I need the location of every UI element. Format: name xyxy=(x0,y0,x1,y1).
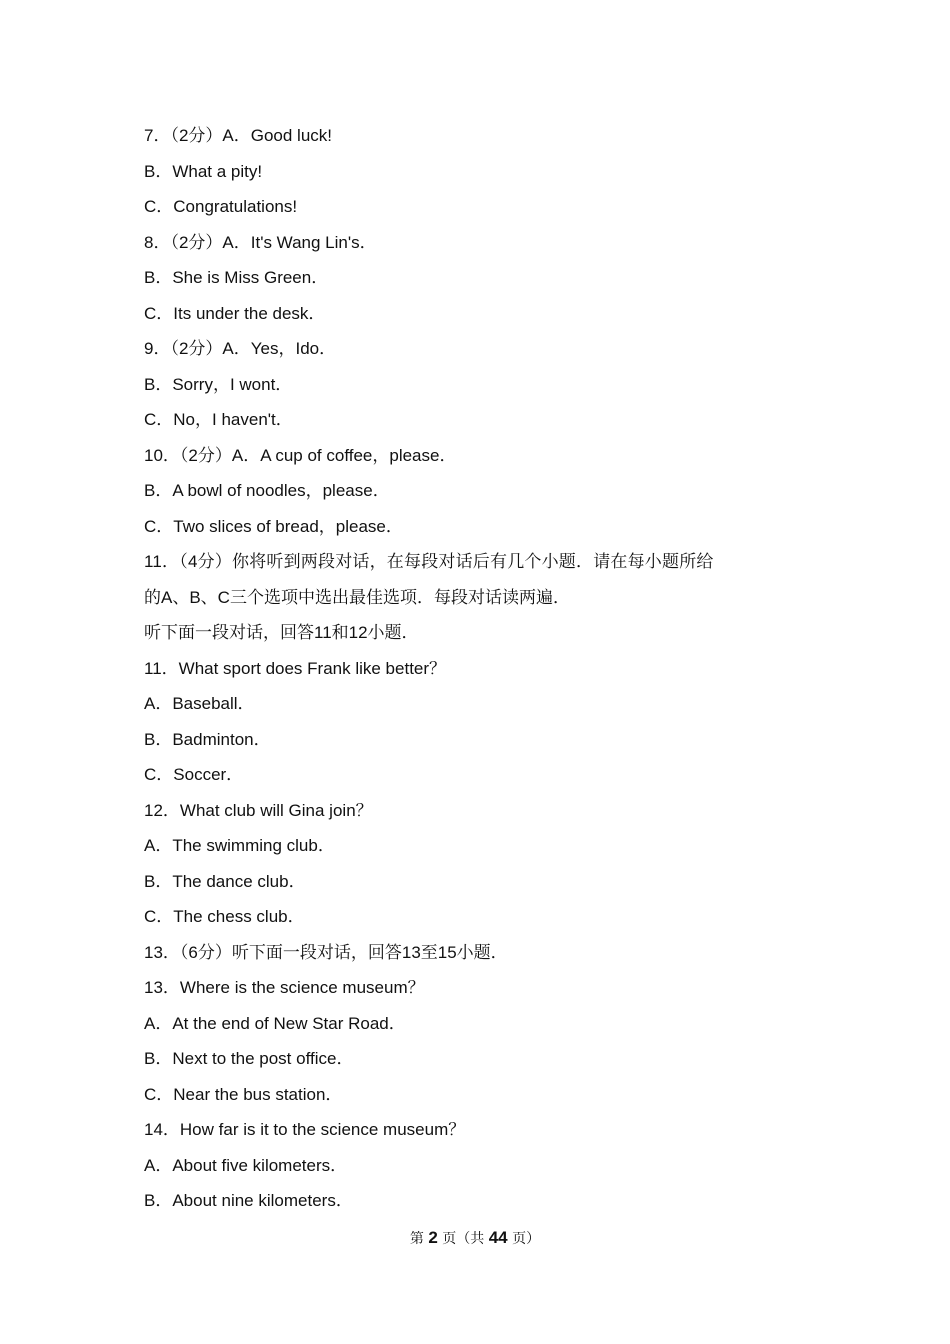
question-14-stem: 14．How far is it to the science museum？ xyxy=(144,1120,466,1139)
question-9-header: 9．（2分）A．Yes，Ido． xyxy=(144,339,337,358)
page-content xyxy=(144,118,824,1219)
question-11-option-a: A．Baseball． xyxy=(144,694,255,713)
question-12-stem: 12．What club will Gina join？ xyxy=(144,800,373,820)
dialogue-1-instruction: 听下面一段对话，回答11和12小题． xyxy=(144,623,419,642)
question-8-option-b: B．She is Miss Green． xyxy=(144,268,329,287)
footer-page-number: 2 xyxy=(428,1228,438,1247)
question-11-option-b: B．Badminton． xyxy=(144,729,271,749)
question-13-option-a: A．At the end of New Star Road． xyxy=(144,1013,406,1033)
question-11-option-c: C．Soccer． xyxy=(144,765,244,784)
question-12-option-a: A．The swimming club． xyxy=(144,836,335,855)
footer-suffix: 页） xyxy=(512,1231,541,1247)
section-instructions-line-2: 的A、B、C三个选项中选出最佳选项．每段对话读两遍． xyxy=(144,587,570,607)
footer-total-pages: 44 xyxy=(488,1228,508,1247)
question-7-option-c: C．Congratulations! xyxy=(144,197,298,216)
question-10-option-b: B．A bowl of noodles，please． xyxy=(144,481,390,500)
question-9-option-b: B．Sorry，I wont． xyxy=(144,374,293,394)
question-9-option-c: C．No，I haven't． xyxy=(144,410,293,429)
footer-middle: 页（共 xyxy=(442,1231,485,1247)
question-12-option-c: C．The chess club． xyxy=(144,907,305,926)
question-8-header: 8．（2分）A．It's Wang Lin's． xyxy=(144,232,377,252)
question-10-header: 10．（2分）A．A cup of coffee，please． xyxy=(144,445,457,465)
footer-prefix: 第 xyxy=(409,1231,424,1247)
question-12-option-b: B．The dance club． xyxy=(144,871,306,891)
question-13-header: 13．（6分）听下面一段对话，回答13至15小题． xyxy=(144,942,508,962)
question-14-option-b: B．About nine kilometers． xyxy=(144,1191,353,1210)
question-13-option-c: C．Near the bus station． xyxy=(144,1084,343,1104)
question-11-stem: 11．What sport does Frank like better？ xyxy=(144,658,447,678)
question-7-header: 7．（2分）A．Good luck! xyxy=(144,126,333,145)
question-10-option-c: C．Two slices of bread，please． xyxy=(144,516,403,536)
question-13-stem: 13．Where is the science museum？ xyxy=(144,978,425,997)
page-footer xyxy=(0,1226,950,1251)
question-13-option-b: B．Next to the post office． xyxy=(144,1049,354,1068)
question-14-option-a: A．About five kilometers． xyxy=(144,1155,348,1175)
section-instructions-line-1: 11．（4分）你将听到两段对话，在每段对话后有几个小题．请在每小题所给 xyxy=(144,552,714,571)
question-8-option-c: C．Its under the desk． xyxy=(144,303,326,323)
question-7-option-b: B．What a pity! xyxy=(144,161,263,181)
